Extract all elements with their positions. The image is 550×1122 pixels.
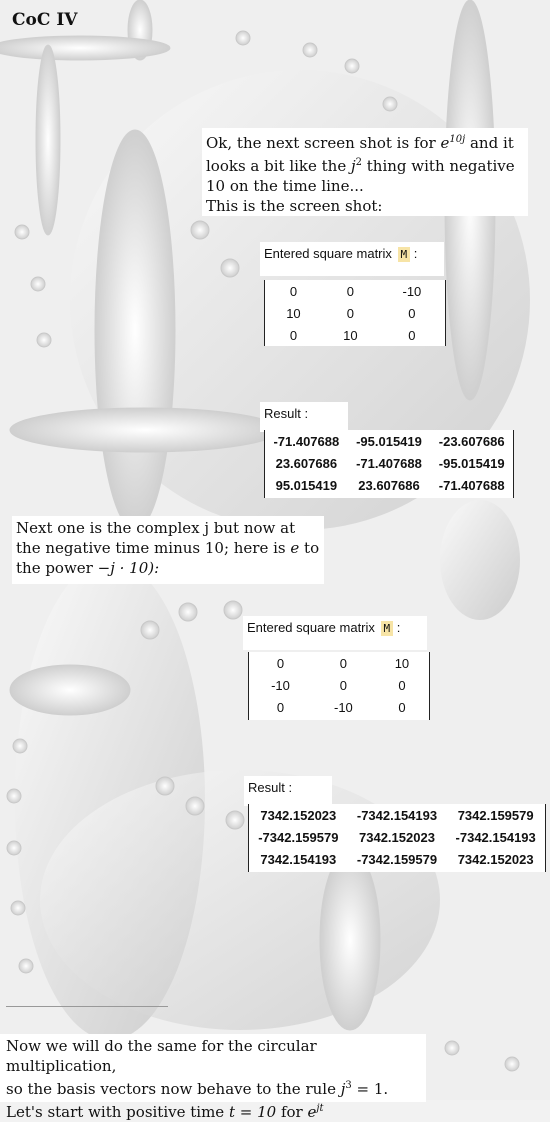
page-title: CoC IV <box>12 10 78 30</box>
result2-label: Result : <box>244 776 332 806</box>
matrix2-table <box>249 652 429 718</box>
result1-bracket <box>264 430 514 498</box>
table-row: 10 0 0 <box>286 305 416 321</box>
table-row: 23.607686 -71.407688 -95.015419 <box>275 455 505 471</box>
table-row: 7342.152023 -7342.154193 7342.159579 <box>260 807 534 823</box>
matrix1-table <box>265 280 445 346</box>
result2-table <box>249 804 545 870</box>
divider <box>6 1006 168 1007</box>
table-row: 7342.154193 -7342.159579 7342.152023 <box>260 851 534 867</box>
matrix2-label: Entered square matrix M : <box>243 616 427 650</box>
matrix1-label: Entered square matrix M : <box>260 242 444 276</box>
matrix1-bracket <box>264 280 446 346</box>
result1-label: Result : <box>260 402 348 432</box>
table-row: -10 0 0 <box>271 677 406 693</box>
table-row: 0 -10 0 <box>276 699 406 715</box>
matrix2-bracket <box>248 652 430 720</box>
table-row: -71.407688 -95.015419 -23.607686 <box>273 433 505 449</box>
result2-bracket <box>248 804 546 872</box>
circular-multiplication-paragraph: Now we will do the same for the circular multiplication, so the basis vectors now behave to the rule $j^3 = 1$. Let's start with positive time t = 10 for $e^{jt}$ <box>0 1034 426 1102</box>
table-row: 0 0 10 <box>276 655 410 671</box>
table-row: 0 10 0 <box>289 327 416 343</box>
table-row: 95.015419 23.607686 -71.407688 <box>275 477 505 493</box>
table-row: -7342.159579 7342.152023 -7342.154193 <box>258 829 536 845</box>
table-row: 0 0 -10 <box>289 283 422 299</box>
negative-time-paragraph: Next one is the complex j but now at the negative time minus 10; here is e to the power −j · 10): <box>12 516 324 584</box>
result1-table <box>265 430 513 496</box>
intro-paragraph: Ok, the next screen shot is for $e^{10j}$ and it looks a bit like the $j^2$ thing with negative 10 on the time line... This is the screen shot: <box>202 128 528 216</box>
